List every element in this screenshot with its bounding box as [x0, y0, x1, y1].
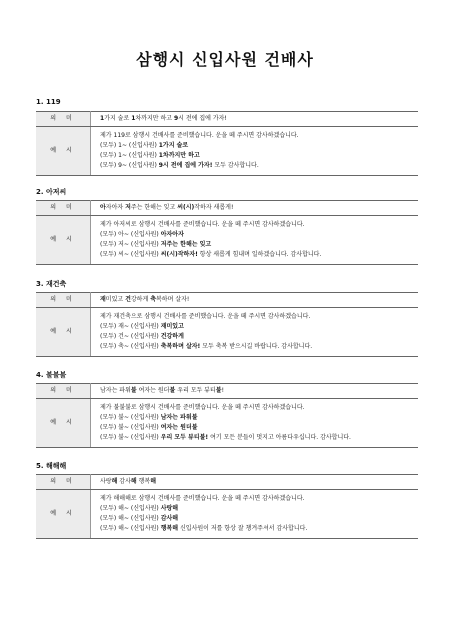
text-run: 가지 술로: [104, 115, 132, 122]
emphasis-text: 9시 전에 집에 가자!: [158, 162, 213, 169]
text-run: (모두) 축~ (신입사원): [100, 343, 161, 350]
emphasis-text: 축: [150, 296, 156, 303]
emphasis-text: 건: [125, 296, 131, 303]
example-line: [100, 514, 418, 524]
meaning-row: [36, 293, 418, 308]
meaning-label: 의 미: [36, 384, 91, 399]
text-run: 작하자 새롭게!: [194, 204, 234, 211]
text-run: 제가 해해해로 삼행시 건배사를 준비했습니다. 운을 떼 주시면 감사하겠습니다.: [100, 495, 305, 502]
text-run: 주는 한해는 잊고: [130, 204, 178, 211]
emphasis-text: 1차까지만 하고: [158, 152, 200, 159]
example-line: [100, 494, 418, 504]
meaning-label: 의 미: [36, 201, 91, 216]
meaning-row: [36, 475, 418, 490]
text-run: 항상 새롭게 힘내며 일하겠습니다. 감사합니다.: [197, 251, 322, 258]
text-run: (모두) 1~ (신입사원): [100, 152, 159, 159]
toast-table: [36, 200, 418, 265]
text-run: 차까지만 하고: [135, 115, 174, 122]
meaning-content: [91, 201, 419, 216]
emphasis-text: 저주는 한해는 잊고: [160, 241, 212, 248]
emphasis-text: 남자는 파워불: [160, 414, 198, 421]
example-content: [91, 490, 419, 539]
example-line: [100, 423, 418, 433]
text-run: 시 전에 집에 가자!: [178, 115, 227, 122]
meaning-row: [36, 112, 418, 127]
example-line: [100, 220, 418, 230]
text-run: 모두 축복 받으시길 바랍니다. 감사합니다.: [200, 343, 313, 350]
example-line: [100, 413, 418, 423]
meaning-content: [91, 112, 419, 127]
text-run: (모두) 불~ (신입사원): [100, 434, 161, 441]
document-title: 삼행시 신입사원 건배사: [136, 50, 314, 69]
emphasis-text: 재미있고: [160, 323, 184, 330]
text-run: 강하게: [130, 296, 151, 303]
text-run: (모두) 불~ (신입사원): [100, 414, 161, 421]
example-label: 예 시: [36, 216, 91, 265]
emphasis-text: 불: [130, 387, 137, 394]
example-line: [100, 230, 418, 240]
example-content: [91, 399, 419, 448]
text-run: 제가 재건축으로 삼행시 건배사를 준비했습니다. 운을 떼 주시면 감사하겠습니다.: [100, 313, 311, 320]
text-run: 자아자: [105, 204, 126, 211]
section-heading: 3. 재건축: [36, 280, 67, 288]
example-label: 예 시: [36, 399, 91, 448]
text-run: 여기 모든 분들이 멋지고 아름다우십니다. 감사합니다.: [208, 434, 351, 441]
section-heading: 4. 불불불: [36, 371, 67, 379]
example-line: [100, 322, 418, 332]
emphasis-text: 1가지 술로: [158, 142, 189, 149]
example-line: [100, 342, 418, 352]
example-line: [100, 240, 418, 250]
example-content: [91, 216, 419, 265]
text-run: !: [221, 387, 224, 394]
example-line: [100, 131, 418, 141]
text-run: (모두) 해~ (신입사원): [100, 505, 161, 512]
text-run: (모두) 씨~ (신입사원): [100, 251, 161, 258]
meaning-row: [36, 201, 418, 216]
example-row: [36, 490, 418, 539]
text-run: 행복: [136, 478, 151, 485]
toast-table: [36, 474, 418, 539]
text-run: (모두) 건~ (신입사원): [100, 333, 161, 340]
example-line: [100, 433, 418, 443]
emphasis-text: 우리 모두 뷰티불!: [160, 434, 209, 441]
emphasis-text: 재: [100, 296, 106, 303]
toast-table: [36, 111, 418, 176]
text-run: 제가 아저씨로 삼행시 건배사를 준비했습니다. 운을 떼 주시면 감사하겠습니다.: [100, 221, 305, 228]
emphasis-text: 아자아자: [160, 231, 184, 238]
example-line: [100, 151, 418, 161]
emphasis-text: 씨(시): [177, 204, 195, 211]
text-run: 남자는 파워: [100, 387, 131, 394]
example-line: [100, 161, 418, 171]
emphasis-text: 건강하게: [160, 333, 184, 340]
section-heading: 1. 119: [36, 98, 61, 106]
text-run: 감사: [117, 478, 131, 485]
text-run: (모두) 해~ (신입사원): [100, 515, 161, 522]
example-row: [36, 216, 418, 265]
text-run: 신입사원이 저를 항상 잘 챙겨주셔서 감사합니다.: [178, 525, 308, 532]
emphasis-text: 불: [169, 387, 176, 394]
example-line: [100, 312, 418, 322]
example-row: [36, 127, 418, 176]
emphasis-text: 해: [111, 478, 118, 485]
meaning-content: [91, 475, 419, 490]
example-label: 예 시: [36, 308, 91, 357]
example-label: 예 시: [36, 127, 91, 176]
emphasis-text: 해: [150, 478, 156, 485]
emphasis-text: 행복해: [160, 525, 179, 532]
example-line: [100, 403, 418, 413]
meaning-label: 의 미: [36, 293, 91, 308]
text-run: 미있고: [105, 296, 126, 303]
emphasis-text: 1: [131, 115, 136, 122]
emphasis-text: 저: [125, 204, 131, 211]
section-heading: 2. 아저씨: [36, 188, 67, 196]
meaning-content: [91, 384, 419, 399]
text-run: 우리 모두 뷰티: [175, 387, 216, 394]
emphasis-text: 감사해: [160, 515, 179, 522]
text-run: 사랑: [100, 478, 112, 485]
example-line: [100, 504, 418, 514]
text-run: 여자는 원더: [136, 387, 170, 394]
example-line: [100, 524, 418, 534]
emphasis-text: 씨(시)작하자!: [160, 251, 198, 258]
example-content: [91, 127, 419, 176]
meaning-label: 의 미: [36, 475, 91, 490]
example-line: [100, 250, 418, 260]
meaning-row: [36, 384, 418, 399]
text-run: 제가 119로 삼행시 건배사를 준비했습니다. 운을 떼 주시면 감사하겠습니다.: [100, 132, 299, 139]
example-row: [36, 308, 418, 357]
meaning-content: [91, 293, 419, 308]
meaning-label: 의 미: [36, 112, 91, 127]
text-run: (모두) 아~ (신입사원): [100, 231, 161, 238]
text-run: (모두) 저~ (신입사원): [100, 241, 161, 248]
section-heading: 5. 해해해: [36, 462, 67, 470]
toast-table: [36, 292, 418, 357]
example-content: [91, 308, 419, 357]
toast-table: [36, 383, 418, 448]
emphasis-text: 사랑해: [160, 505, 179, 512]
text-run: (모두) 1~ (신입사원): [100, 142, 159, 149]
example-label: 예 시: [36, 490, 91, 539]
example-row: [36, 399, 418, 448]
text-run: (모두) 재~ (신입사원): [100, 323, 161, 330]
text-run: (모두) 해~ (신입사원): [100, 525, 161, 532]
emphasis-text: 불: [215, 387, 222, 394]
text-run: 복하며 살자!: [155, 296, 190, 303]
emphasis-text: 여자는 원더불: [160, 424, 198, 431]
emphasis-text: 1: [100, 115, 105, 122]
text-run: 제가 불불불로 삼행시 건배사를 준비했습니다. 운을 떼 주시면 감사하겠습니다.: [100, 404, 305, 411]
example-line: [100, 332, 418, 342]
emphasis-text: 축복하며 살자!: [160, 343, 201, 350]
text-run: 모두 감사합니다.: [212, 162, 259, 169]
text-run: (모두) 불~ (신입사원): [100, 424, 161, 431]
emphasis-text: 아: [100, 204, 106, 211]
example-line: [100, 141, 418, 151]
text-run: (모두) 9~ (신입사원): [100, 162, 159, 169]
emphasis-text: 9: [173, 115, 179, 122]
emphasis-text: 해: [130, 478, 137, 485]
